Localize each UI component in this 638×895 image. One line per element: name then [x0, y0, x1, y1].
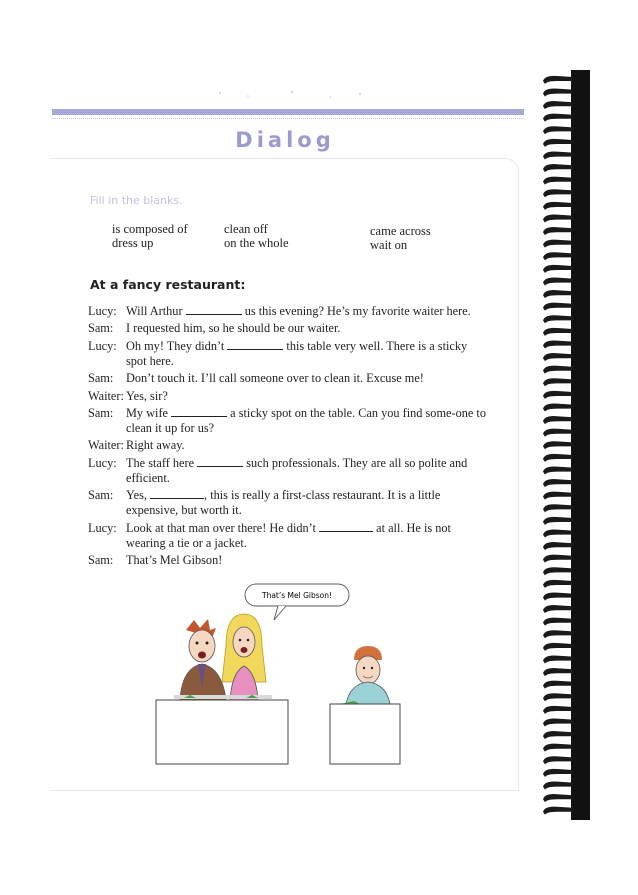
- speaker-name: Sam:: [88, 405, 114, 420]
- binding-coil: [543, 668, 573, 676]
- speaker-name: Lucy:: [88, 520, 117, 535]
- binding-coil: [543, 378, 573, 386]
- binding-coil: [543, 277, 573, 285]
- restaurant-illustration: [150, 580, 410, 770]
- binding-coil: [543, 114, 573, 122]
- binding-coil: [543, 731, 573, 739]
- binding-coil: [543, 567, 573, 575]
- binding-coil: [543, 479, 573, 487]
- left-table: [156, 695, 288, 764]
- binding-coil: [543, 605, 573, 613]
- dialog-line: Lucy: The staff here such professionals. They are all so polite and efficient.: [88, 455, 468, 485]
- binding-coil: [543, 517, 573, 525]
- answer-blank[interactable]: [319, 521, 373, 532]
- binding-coil: [543, 718, 573, 726]
- speaker-name: Lucy:: [88, 455, 117, 470]
- scan-artifacts: [200, 88, 380, 100]
- answer-blank[interactable]: [227, 339, 283, 350]
- binding-coil: [543, 227, 573, 235]
- dialog-line: Lucy: Look at that man over there! He didn’t at all. He is not wearing a tie or a jacket.: [88, 520, 451, 550]
- binding-coil: [543, 177, 573, 185]
- answer-blank[interactable]: [186, 304, 242, 315]
- binding-coil: [543, 807, 573, 815]
- word-bank: [112, 222, 472, 256]
- speaker-name: Sam:: [88, 488, 114, 503]
- binding-coil: [543, 555, 573, 563]
- speech-bubble: [245, 584, 349, 620]
- binding-coil: [543, 315, 573, 323]
- word-bank-item: is composed of: [112, 222, 188, 236]
- dialog-line: Sam: That’s Mel Gibson!: [88, 552, 223, 567]
- binding-coil: [543, 429, 573, 437]
- dialog-line: Waiter: Right away.: [88, 438, 185, 453]
- speaker-name: Lucy:: [88, 304, 117, 318]
- binding-coil: [543, 101, 573, 109]
- binding-coil: [543, 340, 573, 348]
- binding-coil: [543, 580, 573, 588]
- binding-coil: [543, 655, 573, 663]
- binding-coil: [543, 303, 573, 311]
- binding-coil: [543, 391, 573, 399]
- binding-coil: [543, 454, 573, 462]
- woman-figure: [222, 614, 266, 700]
- header-dotted-rule: [52, 118, 524, 121]
- celebrity-figure: [340, 646, 390, 704]
- binding-coil: [543, 328, 573, 336]
- word-bank-item: dress up: [112, 236, 154, 250]
- binding-coil: [543, 618, 573, 626]
- binding-coil: [543, 706, 573, 714]
- dialog-line: Sam: My wife a sticky spot on the table. Can you find some-one to clean it up for us?: [88, 405, 486, 435]
- speaker-name: Waiter:: [88, 388, 124, 403]
- binding-coil: [543, 529, 573, 537]
- page-title: Dialog: [235, 128, 335, 152]
- speaker-name: Sam:: [88, 371, 114, 386]
- binding-coil: [543, 189, 573, 197]
- binding-coil: [543, 756, 573, 764]
- binding-coil: [543, 681, 573, 689]
- instruction-text: Fill in the blanks.: [90, 194, 183, 207]
- binding-coil: [543, 416, 573, 424]
- word-bank-item: clean off: [224, 222, 268, 236]
- binding-coil: [543, 781, 573, 789]
- man-figure: [180, 619, 226, 700]
- header-accent-bar: [52, 109, 524, 115]
- binding-coil: [543, 744, 573, 752]
- dialog-line: Waiter: Yes, sir?: [88, 388, 168, 403]
- binding-coil: [543, 126, 573, 134]
- dialog-script: [88, 304, 488, 570]
- binding-coil: [543, 151, 573, 159]
- answer-blank[interactable]: [197, 456, 243, 467]
- binding-coil: [543, 403, 573, 411]
- binding-coil: [543, 794, 573, 802]
- binding-coil: [543, 202, 573, 210]
- binding-coil: [543, 441, 573, 449]
- dialog-line: Lucy: Oh my! They didn’t this table very well. There is a sticky spot here.: [88, 338, 468, 368]
- binding-coil: [543, 769, 573, 777]
- spiral-binding: [535, 70, 590, 820]
- binding-coil: [543, 592, 573, 600]
- dialog-line: Sam: I requested him, so he should be our waiter.: [88, 321, 341, 336]
- dialog-line: Sam: Don’t touch it. I’ll call someone over to clean it. Excuse me!: [88, 371, 424, 386]
- speaker-name: Waiter:: [88, 438, 124, 453]
- binding-coil: [543, 366, 573, 374]
- word-bank-item: on the whole: [224, 236, 289, 250]
- binding-coil: [543, 214, 573, 222]
- card-bottom-rule: [50, 790, 518, 791]
- binding-coil: [543, 76, 573, 84]
- binding-coil: [543, 492, 573, 500]
- binding-coil: [543, 630, 573, 638]
- binding-coil: [543, 88, 573, 96]
- answer-blank[interactable]: [150, 488, 204, 499]
- dialog-line: Sam: Yes, , this is really a first-class restaurant. It is a little expensive, but worth it.: [88, 488, 441, 518]
- binding-coil: [543, 353, 573, 361]
- binding-coils: [543, 76, 573, 815]
- right-table: [330, 704, 400, 764]
- word-bank-item: came across: [370, 224, 431, 238]
- binding-coil: [543, 139, 573, 147]
- binding-coil: [543, 643, 573, 651]
- speech-bubble-text: That’s Mel Gibson!: [261, 591, 333, 600]
- binding-coil: [543, 290, 573, 298]
- binding-coil: [543, 164, 573, 172]
- binding-coil: [543, 466, 573, 474]
- dialog-line: Lucy: Will Arthur us this evening? He’s my favorite waiter here.: [88, 304, 471, 318]
- binding-coil: [543, 240, 573, 248]
- answer-blank[interactable]: [171, 406, 227, 417]
- binding-coil: [543, 504, 573, 512]
- binding-coil: [543, 265, 573, 273]
- binding-coil: [543, 252, 573, 260]
- speaker-name: Lucy:: [88, 338, 117, 353]
- speaker-name: Sam:: [88, 552, 114, 567]
- binding-coil: [543, 693, 573, 701]
- speaker-name: Sam:: [88, 321, 114, 336]
- word-bank-item: wait on: [370, 238, 408, 252]
- section-heading: At a fancy restaurant:: [90, 277, 246, 292]
- binding-coil: [543, 542, 573, 550]
